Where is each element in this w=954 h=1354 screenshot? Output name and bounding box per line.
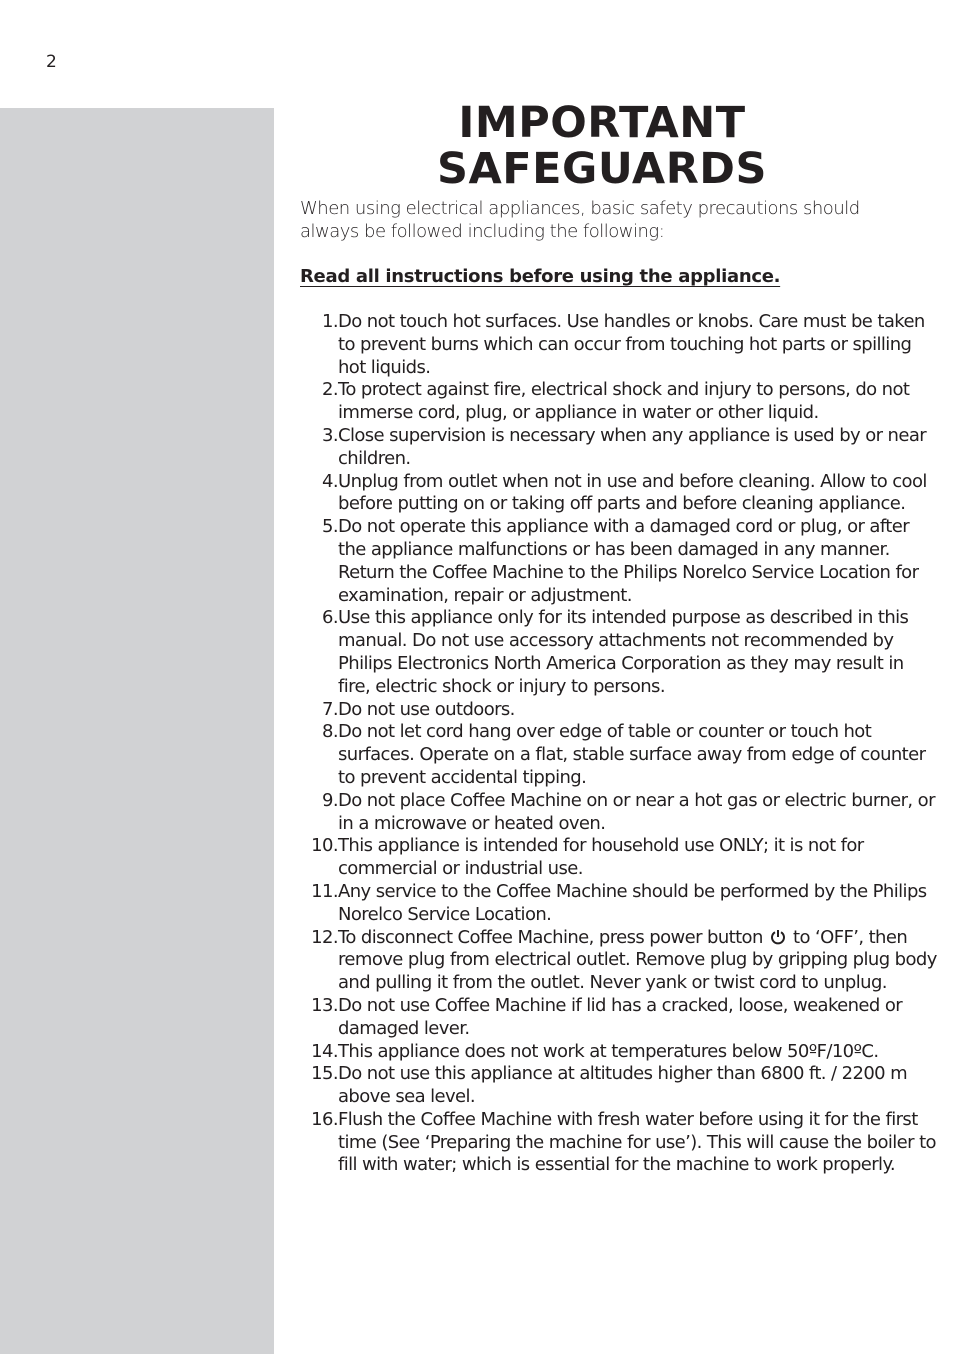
item-text: Do not use this appliance at altitudes higher than 6800 ft. / 2200 m above sea level. xyxy=(338,1063,908,1108)
list-item xyxy=(298,927,938,995)
item-number: 14. xyxy=(311,1040,338,1062)
item-number: 12. xyxy=(311,926,338,948)
list-item xyxy=(298,471,938,517)
item-text: Do not operate this appliance with a damaged cord or plug, or after the appliance malfunctions or has been damaged in any manner. Return the Coffee Machine to the Philips Norelco Service Location for examination, repair or adjustment. xyxy=(338,516,919,606)
list-item xyxy=(298,1063,938,1109)
item-text: This appliance does not work at temperatures below 50ºF/10ºC. xyxy=(338,1040,879,1062)
item-number: 7. xyxy=(322,698,338,720)
list-item xyxy=(298,1109,938,1177)
item-number: 9. xyxy=(322,789,338,811)
item-text: Do not touch hot surfaces. Use handles or knobs. Care must be taken to prevent burns which can occur from touching hot parts or spilling hot liquids. xyxy=(338,311,925,378)
item-number: 11. xyxy=(311,880,338,902)
item-text-after-icon: to ‘OFF’, then remove plug from electrical outlet. Remove plug by gripping plug body and pulling it from the outlet. Never yank or twist cord to unplug. xyxy=(338,926,937,994)
item-text: Do not use Coffee Machine if lid has a cracked, loose, weakened or damaged lever. xyxy=(338,994,903,1039)
page-number: 2 xyxy=(46,52,57,72)
item-number: 6. xyxy=(322,607,338,629)
item-text: Use this appliance only for its intended purpose as described in this manual. Do not use accessory attachments not recommended by Philips Electronics North America Corporation as they may result in fire, electric shock or injury to persons. xyxy=(338,607,909,697)
item-number: 10. xyxy=(311,835,338,857)
item-text: Any service to the Coffee Machine should be performed by the Philips Norelco Service Location. xyxy=(338,880,927,925)
list-item xyxy=(298,425,938,471)
list-item xyxy=(298,311,938,379)
list-item xyxy=(298,699,938,722)
item-number: 15. xyxy=(311,1063,338,1085)
item-text: Flush the Coffee Machine with fresh water before using it for the first time (See ‘Preparing the machine for use’). This will cause the boiler to fill with water; which is essential for the machine to work properly. xyxy=(338,1108,936,1176)
list-item xyxy=(298,379,938,425)
item-number: 5. xyxy=(322,516,338,538)
list-item xyxy=(298,790,938,836)
intro-text: When using electrical appliances, basic safety precautions should always be followed including the following: xyxy=(300,198,860,242)
item-text: Do not use outdoors. xyxy=(338,698,515,720)
list-item xyxy=(298,516,938,607)
item-number: 3. xyxy=(322,424,338,446)
item-text: To protect against fire, electrical shock and injury to persons, do not immerse cord, plug, or appliance in water or other liquid. xyxy=(338,379,910,424)
list-item xyxy=(298,1041,938,1064)
item-number: 8. xyxy=(322,721,338,743)
item-number: 1. xyxy=(322,311,338,332)
item-text xyxy=(338,927,938,995)
item-number: 2. xyxy=(322,379,338,401)
list-item xyxy=(298,995,938,1041)
item-number: 16. xyxy=(311,1108,338,1130)
item-number: 4. xyxy=(322,470,338,492)
power-icon xyxy=(770,929,786,945)
list-item xyxy=(298,835,938,881)
list-item xyxy=(298,881,938,927)
item-text: Do not let cord hang over edge of table or counter or touch hot surfaces. Operate on a flat, stable surface away from edge of counter to prevent accidental tipping. xyxy=(338,721,926,788)
side-panel xyxy=(0,108,274,1354)
item-text-before-icon: To disconnect Coffee Machine, press power button xyxy=(338,926,763,948)
page-title: IMPORTANT SAFEGUARDS xyxy=(437,98,767,194)
safeguards-list xyxy=(298,311,938,1177)
read-all-instructions: Read all instructions before using the appliance. xyxy=(300,266,781,287)
item-number: 13. xyxy=(311,994,338,1016)
item-text: Close supervision is necessary when any appliance is used by or near children. xyxy=(338,424,927,469)
item-text: Do not place Coffee Machine on or near a hot gas or electric burner, or in a microwave or heated oven. xyxy=(338,789,935,834)
item-text: Unplug from outlet when not in use and before cleaning. Allow to cool before putting on or taking off parts and before cleaning appliance. xyxy=(338,470,927,515)
item-text: This appliance is intended for household use ONLY; it is not for commercial or industrial use. xyxy=(338,835,864,880)
list-item xyxy=(298,607,938,698)
list-item xyxy=(298,721,938,789)
